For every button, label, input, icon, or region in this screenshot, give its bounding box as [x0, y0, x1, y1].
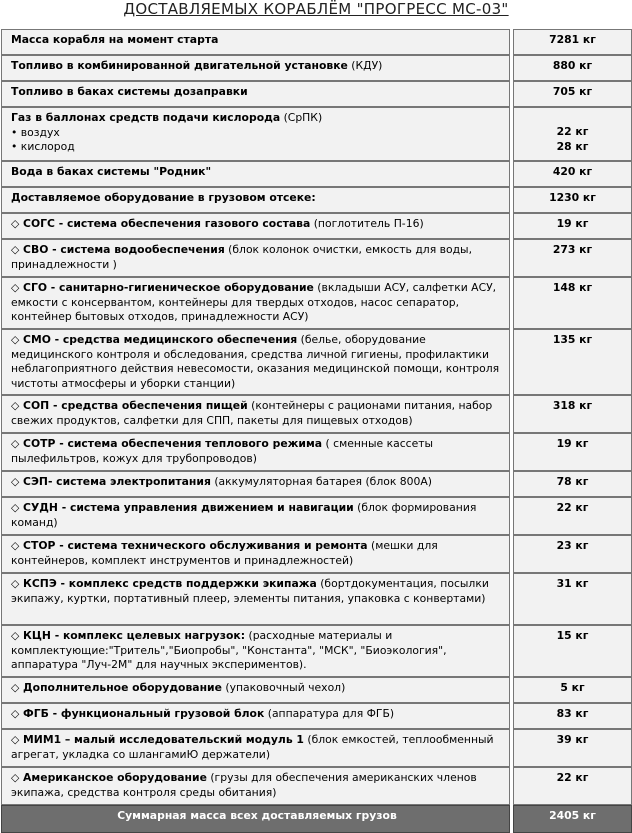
item-mass-cell [513, 277, 632, 329]
table-row [0, 239, 632, 277]
item-mass: 705 кг [552, 85, 593, 98]
table-row [0, 55, 632, 81]
item-description: (КДУ) [347, 59, 383, 72]
item-description: (блок формирования команд) [11, 501, 477, 529]
item-name-bold: Доставляемое оборудование в грузовом отсеке: [11, 191, 316, 204]
item-mass: 135 кг [552, 333, 593, 346]
item-name-bold: ◇ ФГБ - функциональный грузовой блок [11, 707, 265, 720]
item-name-cell [1, 433, 510, 471]
item-description: (бортдокументация, посылки экипажу, куртки, портативный плеер, элементы питания, упаковка с конвертами) [11, 577, 489, 605]
item-name-bold: ◇ СТОР - система технического обслуживания и ремонта [11, 539, 368, 552]
item-mass-cell [513, 81, 632, 107]
item-name-bold: Вода в баках системы "Родник" [11, 165, 212, 178]
item-mass-cell [513, 107, 632, 161]
item-name-cell [1, 161, 510, 187]
item-mass-cell [513, 239, 632, 277]
item-name-bold: ◇ СОТР - система обеспечения теплового режима [11, 437, 323, 450]
item-description: (расходные материалы и комплектующие:"Тритель","Биопробы", "Константа", "МСК", "Биоэкология", аппаратура "Луч-2М" для научных экспериментов). [11, 629, 447, 671]
item-description: (поглотитель П-16) [310, 217, 424, 230]
item-name-cell [1, 767, 510, 805]
item-mass-cell [513, 573, 632, 625]
item-mass-cell [513, 767, 632, 805]
total-mass: 2405 кг [513, 805, 632, 833]
item-mass: 19 кг [556, 217, 589, 230]
item-name-cell [1, 497, 510, 535]
item-mass: 19 кг [556, 437, 589, 450]
sub-item: • воздух [11, 125, 60, 139]
item-name-cell [1, 55, 510, 81]
table-row [0, 433, 632, 471]
table-row [0, 767, 632, 805]
item-description: (СрПК) [280, 111, 323, 124]
item-mass: 22 кг [556, 125, 589, 138]
item-name-bold: Топливо в баках системы дозаправки [11, 85, 248, 98]
item-mass-cell [513, 55, 632, 81]
item-mass: 273 кг [552, 243, 593, 256]
item-mass-cell [513, 161, 632, 187]
item-name-bold: ◇ СВО - система водообеспечения [11, 243, 225, 256]
item-mass: 28 кг [556, 139, 589, 153]
item-mass-cell [513, 29, 632, 55]
item-mass-cell [513, 329, 632, 395]
item-name-cell [1, 329, 510, 395]
item-mass: 31 кг [556, 577, 589, 590]
item-mass: 1230 кг [549, 191, 596, 204]
item-mass: 22 кг [556, 501, 589, 514]
item-name-cell [1, 277, 510, 329]
item-name-cell [1, 29, 510, 55]
table-row [0, 395, 632, 433]
item-description: ( сменные кассеты пылефильтров, кожух для трубопроводов) [11, 437, 434, 465]
item-name-bold: ◇ СУДН - система управления движением и навигации [11, 501, 354, 514]
item-mass-cell [513, 625, 632, 677]
sub-item: • кислород [11, 140, 75, 153]
item-mass-cell [513, 213, 632, 239]
item-mass-cell [513, 497, 632, 535]
item-name-cell [1, 573, 510, 625]
item-name-bold: Масса корабля на момент старта [11, 33, 219, 46]
item-mass-cell [513, 471, 632, 497]
item-mass-cell [513, 703, 632, 729]
item-mass: 23 кг [556, 539, 589, 552]
total-row [0, 805, 632, 833]
table-row [0, 625, 632, 677]
item-mass-cell [513, 677, 632, 703]
item-mass: 83 кг [556, 707, 589, 720]
table-row [0, 107, 632, 161]
table-row [0, 277, 632, 329]
item-name-cell [1, 471, 510, 497]
item-name-bold: Топливо в комбинированной двигательной установке [11, 59, 348, 72]
page-title: ДОСТАВЛЯЕМЫХ КОРАБЛЁМ "ПРОГРЕСС МС-03" [123, 0, 509, 18]
item-name-bold: ◇ КСПЭ - комплекс средств поддержки экипажа [11, 577, 317, 590]
item-name-bold: ◇ СГО - санитарно-гигиеническое оборудование [11, 281, 314, 294]
item-name-bold: ◇ Дополнительное оборудование [11, 681, 222, 694]
table-row [0, 329, 632, 395]
item-name-cell [1, 535, 510, 573]
table-row [0, 703, 632, 729]
item-mass-cell [513, 729, 632, 767]
item-mass: 15 кг [556, 629, 589, 642]
table-row [0, 677, 632, 703]
item-mass-cell [513, 395, 632, 433]
item-description: (белье, оборудование медицинского контроля и обследования, средства личной гигиены, профилактики неблагоприятного действия невесомости, оказания медицинской помощи, контроля чистоты атмосферы и уборки станции) [11, 333, 500, 390]
item-name-cell [1, 187, 510, 213]
item-name-bold: ◇ МИМ1 – малый исследовательский модуль 1 [11, 733, 304, 746]
table-row [0, 81, 632, 107]
item-name-bold: ◇ СОГС - система обеспечения газового состава [11, 217, 311, 230]
table-row [0, 29, 632, 55]
table-row [0, 497, 632, 535]
item-description: (вкладыши АСУ, салфетки АСУ, емкости с консервантом, контейнеры для твердых отходов, насос сепаратор, контейнер бытовых отходов, принадлежности АСУ) [11, 281, 497, 323]
item-mass: 39 кг [556, 733, 589, 746]
item-name-cell [1, 81, 510, 107]
item-name-cell [1, 703, 510, 729]
table-row [0, 213, 632, 239]
table-row [0, 535, 632, 573]
item-mass-cell [513, 187, 632, 213]
item-description: (контейнеры с рационами питания, набор свежих продуктов, салфетки для СПП, пакеты для пищевых отходов) [11, 399, 493, 427]
item-name-cell [1, 239, 510, 277]
table-row [0, 729, 632, 767]
item-description: (аккумуляторная батарея (блок 800А) [210, 475, 433, 488]
item-mass-cell [513, 535, 632, 573]
item-name-bold: ◇ СОП - средства обеспечения пищей [11, 399, 248, 412]
item-description: (мешки для контейнеров, комплект инструментов и принадлежностей) [11, 539, 438, 567]
total-label: Суммарная масса всех доставляемых грузов [1, 805, 510, 833]
item-mass: 78 кг [556, 475, 589, 488]
item-mass: 318 кг [552, 399, 593, 412]
item-name-cell [1, 395, 510, 433]
item-description: (упаковочный чехол) [221, 681, 346, 694]
table-row [0, 471, 632, 497]
item-mass-cell [513, 433, 632, 471]
item-name-cell [1, 729, 510, 767]
item-name-cell [1, 213, 510, 239]
item-description: (блок колонок очистки, емкость для воды, принадлежности ) [11, 243, 473, 271]
item-name-bold: ◇ Американское оборудование [11, 771, 207, 784]
item-description: (грузы для обеспечения американских членов экипажа, средства контроля среды обитания) [11, 771, 477, 799]
item-name-cell [1, 625, 510, 677]
item-mass: 22 кг [556, 771, 589, 784]
table-row [0, 187, 632, 213]
item-name-cell [1, 107, 510, 161]
item-description: (аппаратура для ФГБ) [264, 707, 395, 720]
item-mass: 880 кг [552, 59, 593, 72]
item-name-cell [1, 677, 510, 703]
item-name-bold: Газ в баллонах средств подачи кислорода [11, 111, 281, 124]
item-mass: 148 кг [552, 281, 593, 294]
item-description: (блок емкостей, теплообменный агрегат, укладка со шлангамиЮ держатели) [11, 733, 494, 761]
item-name-bold: ◇ СМО - средства медицинского обеспечения [11, 333, 298, 346]
item-name-bold: ◇ СЭП- система электропитания [11, 475, 211, 488]
table-row [0, 161, 632, 187]
item-mass: 7281 кг [549, 33, 596, 46]
item-name-bold: ◇ КЦН - комплекс целевых нагрузок: [11, 629, 246, 642]
item-mass: 420 кг [552, 165, 593, 178]
item-mass: 5 кг [560, 681, 585, 694]
table-row [0, 573, 632, 625]
